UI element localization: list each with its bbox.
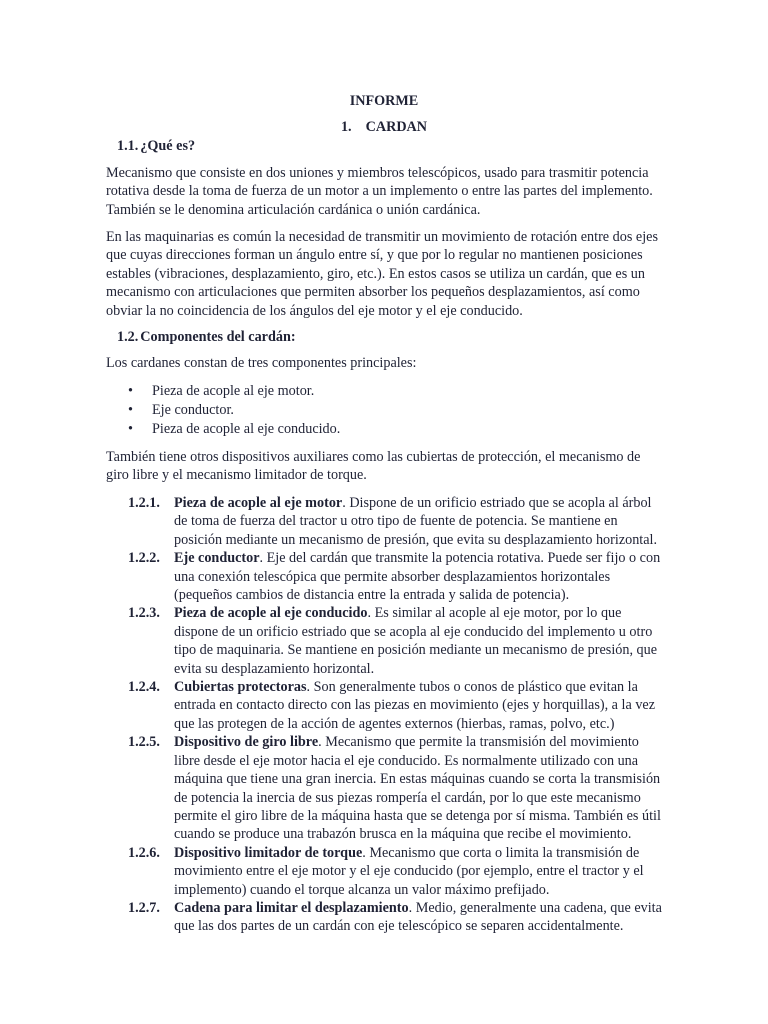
- detail-body: [174, 899, 668, 936]
- subheading-que-es: [117, 137, 195, 155]
- section-label: CARDAN: [365, 119, 428, 135]
- detail-item: [128, 604, 668, 678]
- paragraph-definition: Mecanismo que consiste en dos uniones y miembros telescópicos, usado para trasmitir potencia rotativa desde la toma de fuerza de un motor a un implemento o entre las partes del implemento. También se le denomina articulación cardánica o unión cardánica.: [106, 165, 653, 218]
- paragraph-context: En las maquinarias es común la necesidad de transmitir un movimiento de rotación entre dos ejes que cuyas direcciones forman un ángulo entre sí, y que por lo regular no mantienen posiciones estables (vibraciones, desplazamiento, giro, etc.). En estos casos se utiliza un cardán, que es un mecanismo con articulaciones que permiten absorber los pequeños desplazamientos, así como obviar la no coincidencia de los ángulos del eje motor y el eje conducido.: [106, 229, 658, 319]
- detail-term: Cadena para limitar el desplazamiento: [174, 899, 409, 916]
- detail-text: . Mecanismo que permite la transmisión del movimiento libre desde el eje motor hacia el eje conducido. Es normalmente utilizado con una máquina que tiene una gran inercia. En estas máquinas cuando se corta la transmisión de potencia la inercia de sus piezas rompería el cardán, por lo que este mecanismo permite el giro libre de la máquina hasta que se detenga por sí misma. También es útil cuando se produce una trabazón brusca en la máquina que recibe el movimiento.: [174, 734, 661, 843]
- detail-text: . Medio, generalmente una cadena, que evita que las dos partes de un cardán con eje telescópico se separen accidentalmente.: [174, 899, 662, 935]
- paragraph-auxiliary: También tiene otros dispositivos auxiliares como las cubiertas de protección, el mecanismo de giro libre y el mecanismo limitador de torque.: [106, 449, 641, 484]
- detail-item: [128, 899, 668, 936]
- subheading-number: 1.2.: [117, 329, 139, 345]
- detail-item: [128, 844, 668, 899]
- detail-term: Pieza de acople al eje conducido: [174, 605, 368, 622]
- list-item: [106, 382, 340, 401]
- detail-body: [174, 604, 668, 678]
- list-item-text: Pieza de acople al eje conducido.: [152, 421, 341, 437]
- component-details-list: [128, 494, 668, 936]
- detail-number: 1.2.6.: [128, 844, 160, 861]
- subheading-label: ¿Qué es?: [140, 138, 196, 154]
- detail-number: 1.2.7.: [128, 899, 160, 916]
- detail-term: Pieza de acople al eje motor: [174, 495, 343, 511]
- detail-text: . Mecanismo que corta o limita la transmisión de movimiento entre el eje motor y el eje conducido (por ejemplo, entre el tractor y el implemento) cuando el torque alcanza un valor máximo prefijado.: [174, 844, 644, 898]
- subheading-label: Componentes del cardán:: [140, 329, 296, 345]
- bullet-icon: •: [128, 421, 133, 437]
- detail-number: 1.2.2.: [128, 550, 160, 567]
- subheading-componentes: [117, 328, 296, 346]
- list-item-text: Eje conductor.: [152, 402, 234, 418]
- detail-text: . Eje del cardán que transmite la potencia rotativa. Puede ser fijo o con una conexión telescópica que permite absorber desplazamientos horizontales (pequeños cambios de distancia entre la entrada y salida de potencia).: [174, 550, 661, 604]
- detail-body: [174, 549, 668, 604]
- detail-number: 1.2.4.: [128, 679, 160, 696]
- detail-item: [128, 733, 668, 843]
- section-number: 1.: [340, 119, 352, 135]
- detail-number: 1.2.3.: [128, 605, 160, 622]
- detail-item: [128, 678, 668, 733]
- list-item: [106, 420, 340, 439]
- list-item: [106, 401, 340, 420]
- detail-body: [174, 678, 668, 733]
- list-item-text: Pieza de acople al eje motor.: [152, 383, 315, 399]
- paragraph-components-intro: Los cardanes constan de tres componentes principales:: [106, 355, 417, 371]
- subheading-number: 1.1.: [117, 138, 139, 154]
- section-heading-cardan: [0, 118, 768, 136]
- detail-body: [174, 844, 668, 899]
- detail-number: 1.2.5.: [128, 734, 160, 751]
- detail-text: . Dispone de un orificio estriado que se acopla al árbol de toma de fuerza del tractor u otro tipo de fuente de potencia. Se mantiene en posición mediante un mecanismo de presión, que evita su desplazamiento horizontal.: [174, 495, 658, 548]
- detail-text: . Son generalmente tubos o conos de plástico que evitan la entrada en contacto directo con las piezas en movimiento (ejes y horquillas), a la vez que las protegen de la acción de agentes externos (hierbas, ramas, polvo, etc.): [174, 679, 656, 732]
- bullet-icon: •: [128, 402, 133, 418]
- components-list: [106, 382, 340, 439]
- detail-term: Dispositivo limitador de torque: [174, 844, 363, 861]
- detail-number: 1.2.1.: [128, 495, 160, 511]
- detail-term: Dispositivo de giro libre: [174, 734, 319, 751]
- document-title: INFORME: [349, 93, 419, 109]
- detail-body: [174, 733, 668, 843]
- detail-item: [128, 494, 668, 549]
- detail-term: Cubiertas protectoras: [174, 679, 307, 696]
- detail-text: . Es similar al acople al eje motor, por lo que dispone de un orificio estriado que se acopla al eje conducido del implemento u otro tipo de maquinaria. Se mantiene en posición mediante un mecanismo de presión, que evita su desplazamiento horizontal.: [174, 605, 658, 677]
- bullet-icon: •: [128, 383, 133, 399]
- detail-body: [174, 494, 668, 549]
- detail-term: Eje conductor: [174, 550, 260, 567]
- detail-item: [128, 549, 668, 604]
